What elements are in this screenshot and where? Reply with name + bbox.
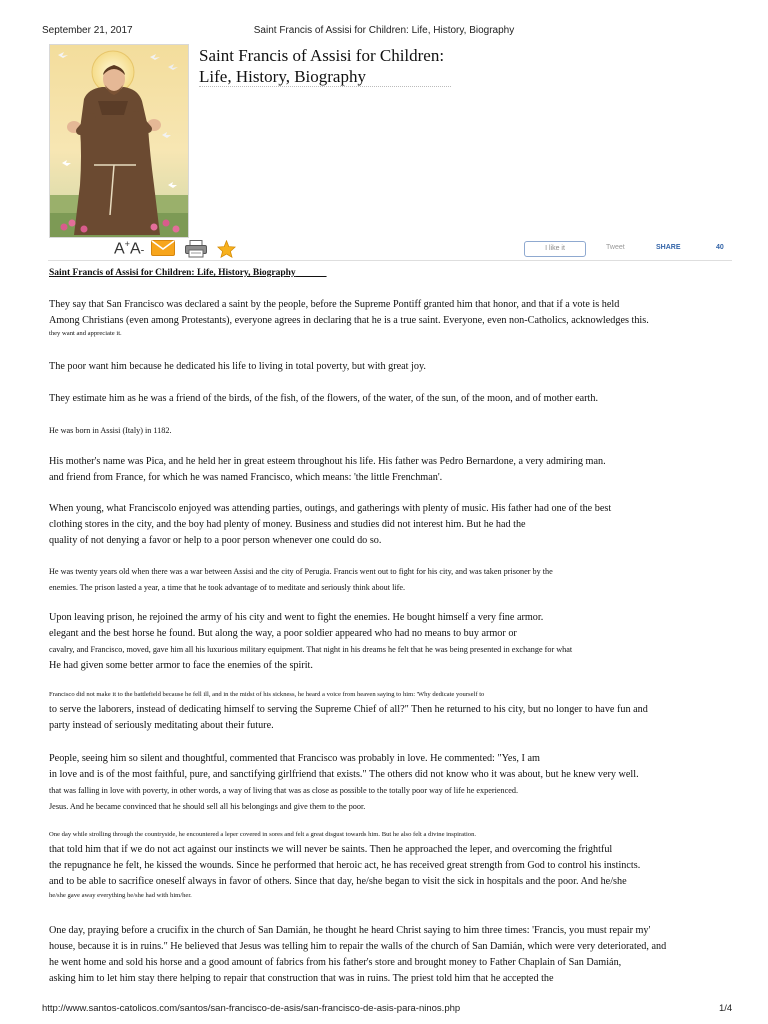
paragraph-7: He was twenty years old when there was a war between Assisi and the city of Perugia. Francis went out to fight for his city, and was taken prisoner by the enemies. The prison lasted a year, a time that he took advantage of to meditate and seriously think about life. — [49, 567, 553, 592]
share-button[interactable]: SHARE — [656, 244, 681, 251]
paragraph-12: One day, praying before a crucifix in the church of San Damián, he thought he heard Christ saying to him three times: 'Francis, you must repair my' house, because it is in ruins." He believed that Jesus was telling him to repair the walls of the church of San Damián, which were very deteriorated, and he went home and sold his horse and a good amount of fabrics from his father's store and brought money to Father Chaplain of San Damián, asking him to let him stay there helping to repair that construction that was in ruins. The priest told him that he accepted the — [49, 925, 667, 984]
paragraph-2: The poor want him because he dedicated his life to living in total poverty, but with great joy. — [49, 361, 426, 372]
article-toolbar — [48, 238, 732, 261]
paragraph-4: He was born in Assisi (Italy) in 1182. — [49, 426, 172, 435]
article-title-line-2: Life, History, Biography — [199, 67, 366, 86]
saint-francis-image — [49, 44, 189, 238]
article-title-line-1: Saint Francis of Assisi for Children: — [199, 46, 445, 65]
paragraph-1: They say that San Francisco was declared a saint by the people, before the Supreme Pontiff granted him that honor, and that if a vote is held Among Christians (even among Protestants), everyone agrees in declaring that he is a true saint. Everyone, even non-Catholics, acknowledges this. they want and appreciate it. — [49, 299, 649, 337]
paragraph-11: One day while strolling through the countryside, he encountered a leper covered in sores and felt a great disgust towards him. But he also felt a divine inspiration. that told him that if we do not act against our instincts we will never be saints. Then he approached the leper, and overcoming the frightful the repugnance he felt, he kissed the wounds. Since he performed that heroic act, he has received great strength from God to control his instincts. and to be able to sacrifice oneself always in favor of others. Since that day, he/she began to visit the sick in hospitals and the poor. And he/she he/she gave away everything he/she had with him/her. — [49, 831, 641, 899]
paragraph-10: People, seeing him so silent and thoughtful, commented that Francisco was probably in love. He commented: "Yes, I am in love and is of the most faithful, pure, and sanctifying girlfriend that exists." The others did not know who it was about, but he knew very well. that was falling in love with poverty, in other words, a way of living that was as close as possible to the totally poor way of life he experienced. Jesus. And he became convinced that he should sell all his belongings and give them to the poor. — [49, 753, 639, 811]
star-icon[interactable] — [217, 240, 236, 263]
header-title: Saint Francis of Assisi for Children: Life, History, Biography — [253, 25, 515, 36]
page-number: 1/4 — [719, 1003, 733, 1014]
tweet-button[interactable]: Tweet — [606, 244, 625, 251]
paragraph-8: Upon leaving prison, he rejoined the army of his city and went to fight the enemies. He bought himself a very fine armor. elegant and the best horse he found. But along the way, a poor soldier appeared who had no means to buy armor or cavalry, and Francisco, moved, gave him all his luxurious military equipment. That night in his dreams he felt that he was being presented in exchange for what He had given some better armor to face the enemies of the spirit. — [49, 612, 573, 671]
print-icon[interactable] — [185, 240, 207, 263]
print-footer — [0, 1003, 768, 1017]
print-header — [0, 25, 768, 41]
like-button[interactable]: I like it — [524, 241, 586, 257]
paragraph-6: When young, what Franciscolo enjoyed was attending parties, outings, and gatherings with plenty of music. His father had one of the best clothing stores in the city, and the boy had plenty of money. Business and studies did not interest him. But he had the quality of not denying a favor or help to a poor person whenever one could do so. — [49, 503, 612, 546]
share-count: 40 — [716, 244, 724, 251]
title-divider — [199, 86, 451, 87]
header-date: September 21, 2017 — [42, 25, 133, 36]
email-icon[interactable] — [151, 240, 175, 261]
article-link-title[interactable]: Saint Francis of Assisi for Children: Life, History, Biography — [49, 268, 296, 278]
paragraph-3: They estimate him as he was a friend of the birds, of the fish, of the flowers, of the water, of the sun, of the moon, and of mother earth. — [49, 393, 598, 404]
font-size-icon[interactable]: A+A- — [114, 239, 145, 258]
footer-url[interactable]: http://www.santos-catolicos.com/santos/san-francisco-de-asis/san-francisco-de-asis-para-ninos.php — [42, 1003, 461, 1014]
paragraph-5: His mother's name was Pica, and he held her in great esteem throughout his life. His father was Pedro Bernardone, a very admiring man. and friend from France, for which he was named Francisco, which means: 'the little Frenchman'. — [49, 456, 606, 483]
article-title — [199, 45, 444, 87]
paragraph-9: Francisco did not make it to the battlefield because he fell ill, and in the midst of his sickness, he heard a voice from heaven saying to him: 'Why dedicate yourself to to serve the laborers, instead of dedicating himself to serving the Supreme Chief of all?" Then he returned to his city, but no longer to have fun and party instead of seriously meditating about their future. — [49, 691, 648, 731]
